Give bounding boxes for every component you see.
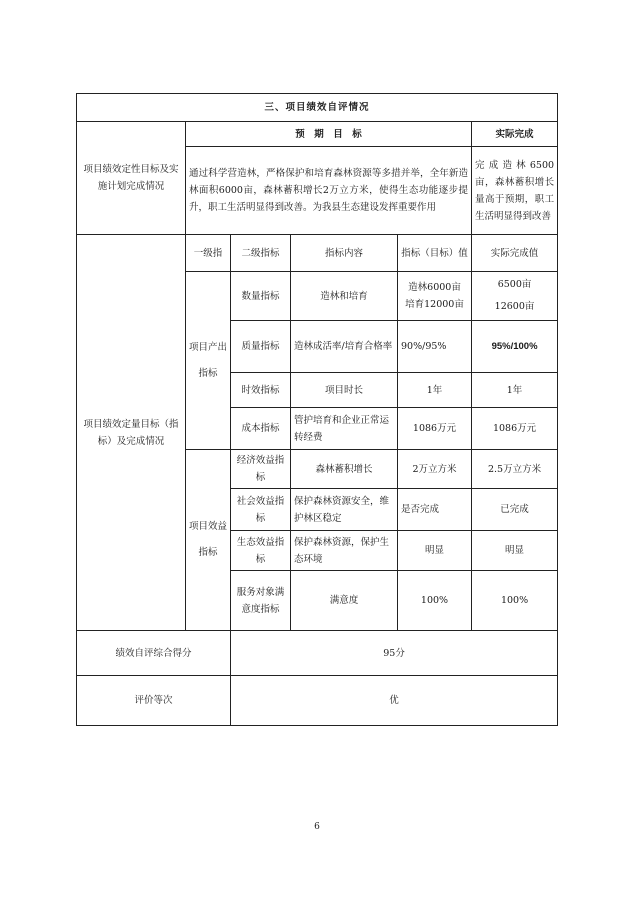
- level2-cell: 数量指标: [231, 272, 291, 321]
- target-cell: 1年: [398, 373, 472, 408]
- level2-cell: 成本指标: [231, 408, 291, 450]
- actual-cell: 明显: [472, 531, 558, 571]
- grade-value: 优: [231, 676, 558, 726]
- level2-cell: 服务对象满意度指标: [231, 571, 291, 631]
- performance-table: [76, 93, 558, 726]
- content-cell: 森林蓄积增长: [291, 450, 398, 489]
- level2-cell: 质量指标: [231, 321, 291, 373]
- actual-completion-header: 实际完成: [472, 122, 558, 147]
- actual-cell: 2.5万立方米: [472, 450, 558, 489]
- quantitative-row-label: 项目绩效定量目标（指标）及完成情况: [77, 235, 186, 631]
- target-cell: 2万立方米: [398, 450, 472, 489]
- content-cell: 项目时长: [291, 373, 398, 408]
- target-cell: 100%: [398, 571, 472, 631]
- section-title: 三、项目绩效自评情况: [77, 94, 558, 122]
- level2-cell: 经济效益指标: [231, 450, 291, 489]
- target-cell: 明显: [398, 531, 472, 571]
- actual-cell: 6500亩 12600亩: [472, 272, 558, 321]
- header-content: 指标内容: [291, 235, 398, 272]
- expected-goal-header: 预 期 目 标: [186, 122, 472, 147]
- page-number: 6: [314, 822, 320, 832]
- content-cell: 造林成活率/培育合格率: [291, 321, 398, 373]
- score-value: 95分: [231, 631, 558, 676]
- level2-cell: 生态效益指标: [231, 531, 291, 571]
- actual-cell: 1086万元: [472, 408, 558, 450]
- expected-goal-text: 通过科学营造林，严格保护和培育森林资源等多措并举，全年新造林面积6000亩，森林蓄积增长2万立方米，使得生态功能逐步提升，职工生活明显得到改善。为我县生态建设发挥重要作用: [186, 147, 472, 235]
- actual-cell: 1年: [472, 373, 558, 408]
- group-benefit-label: 项目效益指标: [186, 450, 231, 631]
- header-actual: 实际完成值: [472, 235, 558, 272]
- grade-label: 评价等次: [77, 676, 231, 726]
- header-level2: 二级指标: [231, 235, 291, 272]
- level2-cell: 社会效益指标: [231, 489, 291, 531]
- content-cell: 管护培育和企业正常运转经费: [291, 408, 398, 450]
- header-target: 指标（目标）值: [398, 235, 472, 272]
- actual-cell: 已完成: [472, 489, 558, 531]
- actual-cell: 95%/100%: [472, 321, 558, 373]
- content-cell: 保护森林资源安全，维护林区稳定: [291, 489, 398, 531]
- actual-completion-text: 完成造林6500亩，森林蓄积增长量高于预期，职工生活明显得到改善: [472, 147, 558, 235]
- header-level1: 一级指: [186, 235, 231, 272]
- target-cell: 1086万元: [398, 408, 472, 450]
- level2-cell: 时效指标: [231, 373, 291, 408]
- target-cell: 90%/95%: [398, 321, 472, 373]
- group-output-label: 项目产出指标: [186, 272, 231, 450]
- target-cell: 造林6000亩 培育12000亩: [398, 272, 472, 321]
- actual-cell: 100%: [472, 571, 558, 631]
- qualitative-row-label: 项目绩效定性目标及实施计划完成情况: [77, 122, 186, 235]
- content-cell: 造林和培育: [291, 272, 398, 321]
- target-cell: 是否完成: [398, 489, 472, 531]
- content-cell: 满意度: [291, 571, 398, 631]
- score-label: 绩效自评综合得分: [77, 631, 231, 676]
- content-cell: 保护森林资源，保护生态环境: [291, 531, 398, 571]
